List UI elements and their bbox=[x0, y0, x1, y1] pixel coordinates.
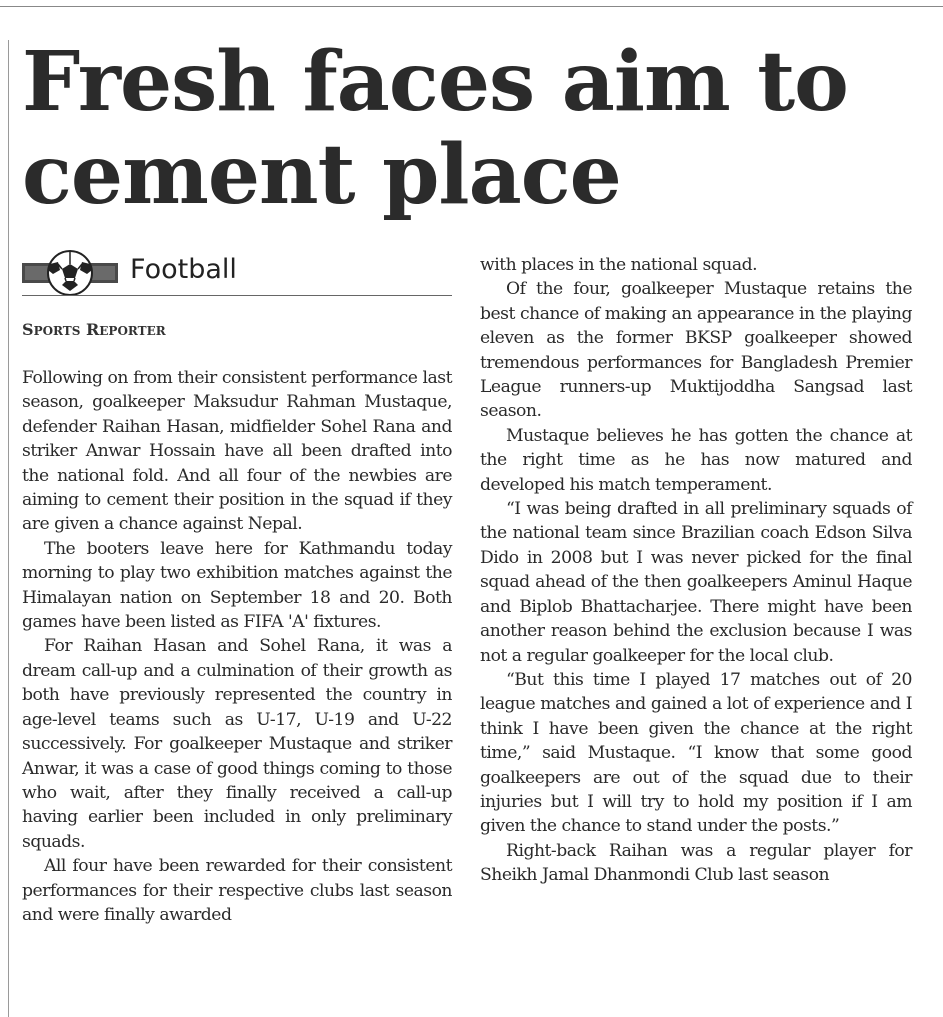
byline-initial-2: R bbox=[80, 320, 100, 339]
section-tag bbox=[22, 250, 452, 296]
paragraph: Following on from their consistent performance last season, goalkeeper Maksudur Rahman Mustaque, defender Raihan Hasan, midfielder Sohel Rana and striker Anwar Hossain have all been drafted into the national fold. And all four of the newbies are aiming to cement their position in the squad if they are given a chance against Nepal. bbox=[22, 368, 452, 535]
byline bbox=[22, 320, 166, 339]
byline-smallcaps-1: PORTS bbox=[33, 324, 81, 338]
byline-initial-1: S bbox=[22, 320, 34, 339]
paragraph: For Raihan Hasan and Sohel Rana, it was a dream call-up and a culmination of their growth as both have previously represented the country in age-level teams such as U-17, U-19 and U-22 successively. For goalkeeper Mustaque and striker Anwar, it was a case of good things coming to those who wait, after they finally received a call-up having earlier been included in only preliminary squads. bbox=[22, 636, 452, 852]
article-column-right bbox=[480, 253, 912, 888]
article-column-left bbox=[22, 366, 452, 927]
paragraph: “But this time I played 17 matches out of 20 league matches and gained a lot of experience and I think I have been given the chance at the right time,” said Mustaque. “I know that some good goalkeepers are out of the squad due to their injuries but I will try to hold my position if I am given the chance to stand under the posts.” bbox=[480, 669, 912, 837]
section-underline bbox=[22, 295, 452, 296]
paragraph: All four have been rewarded for their consistent performances for their respective clubs last season and were finally awarded bbox=[22, 856, 452, 925]
paragraph: with places in the national squad. bbox=[480, 255, 758, 275]
paragraph: Of the four, goalkeeper Mustaque retains the best chance of making an appearance in the playing eleven as the former BKSP goalkeeper showed tremendous performances for Bangladesh Premier League runners-up Muktijoddha Sangsad last season. bbox=[480, 279, 912, 422]
left-column-divider bbox=[8, 40, 9, 1017]
headline: Fresh faces aim to cement place bbox=[22, 34, 848, 223]
byline-smallcaps-2: EPORTER bbox=[99, 324, 166, 338]
soccer-ball-icon bbox=[22, 250, 118, 296]
top-divider bbox=[0, 6, 943, 7]
paragraph: “I was being drafted in all preliminary squads of the national team since Brazilian coach Edson Silva Dido in 2008 but I was never picked for the final squad ahead of the then goalkeepers Aminul Haque and Biplob Bhattacharjee. There might have been another reason behind the exclusion because I was not a regular goalkeeper for the local club. bbox=[480, 499, 912, 666]
paragraph: Right-back Raihan was a regular player for Sheikh Jamal Dhanmondi Club last season bbox=[480, 840, 912, 886]
paragraph: Mustaque believes he has gotten the chance at the right time as he has now matured and developed his match temperament. bbox=[480, 425, 912, 495]
paragraph: The booters leave here for Kathmandu today morning to play two exhibition matches against the Himalayan nation on September 18 and 20. Both games have been listed as FIFA 'A' fixtures. bbox=[22, 538, 452, 633]
section-label: Football bbox=[130, 254, 237, 285]
